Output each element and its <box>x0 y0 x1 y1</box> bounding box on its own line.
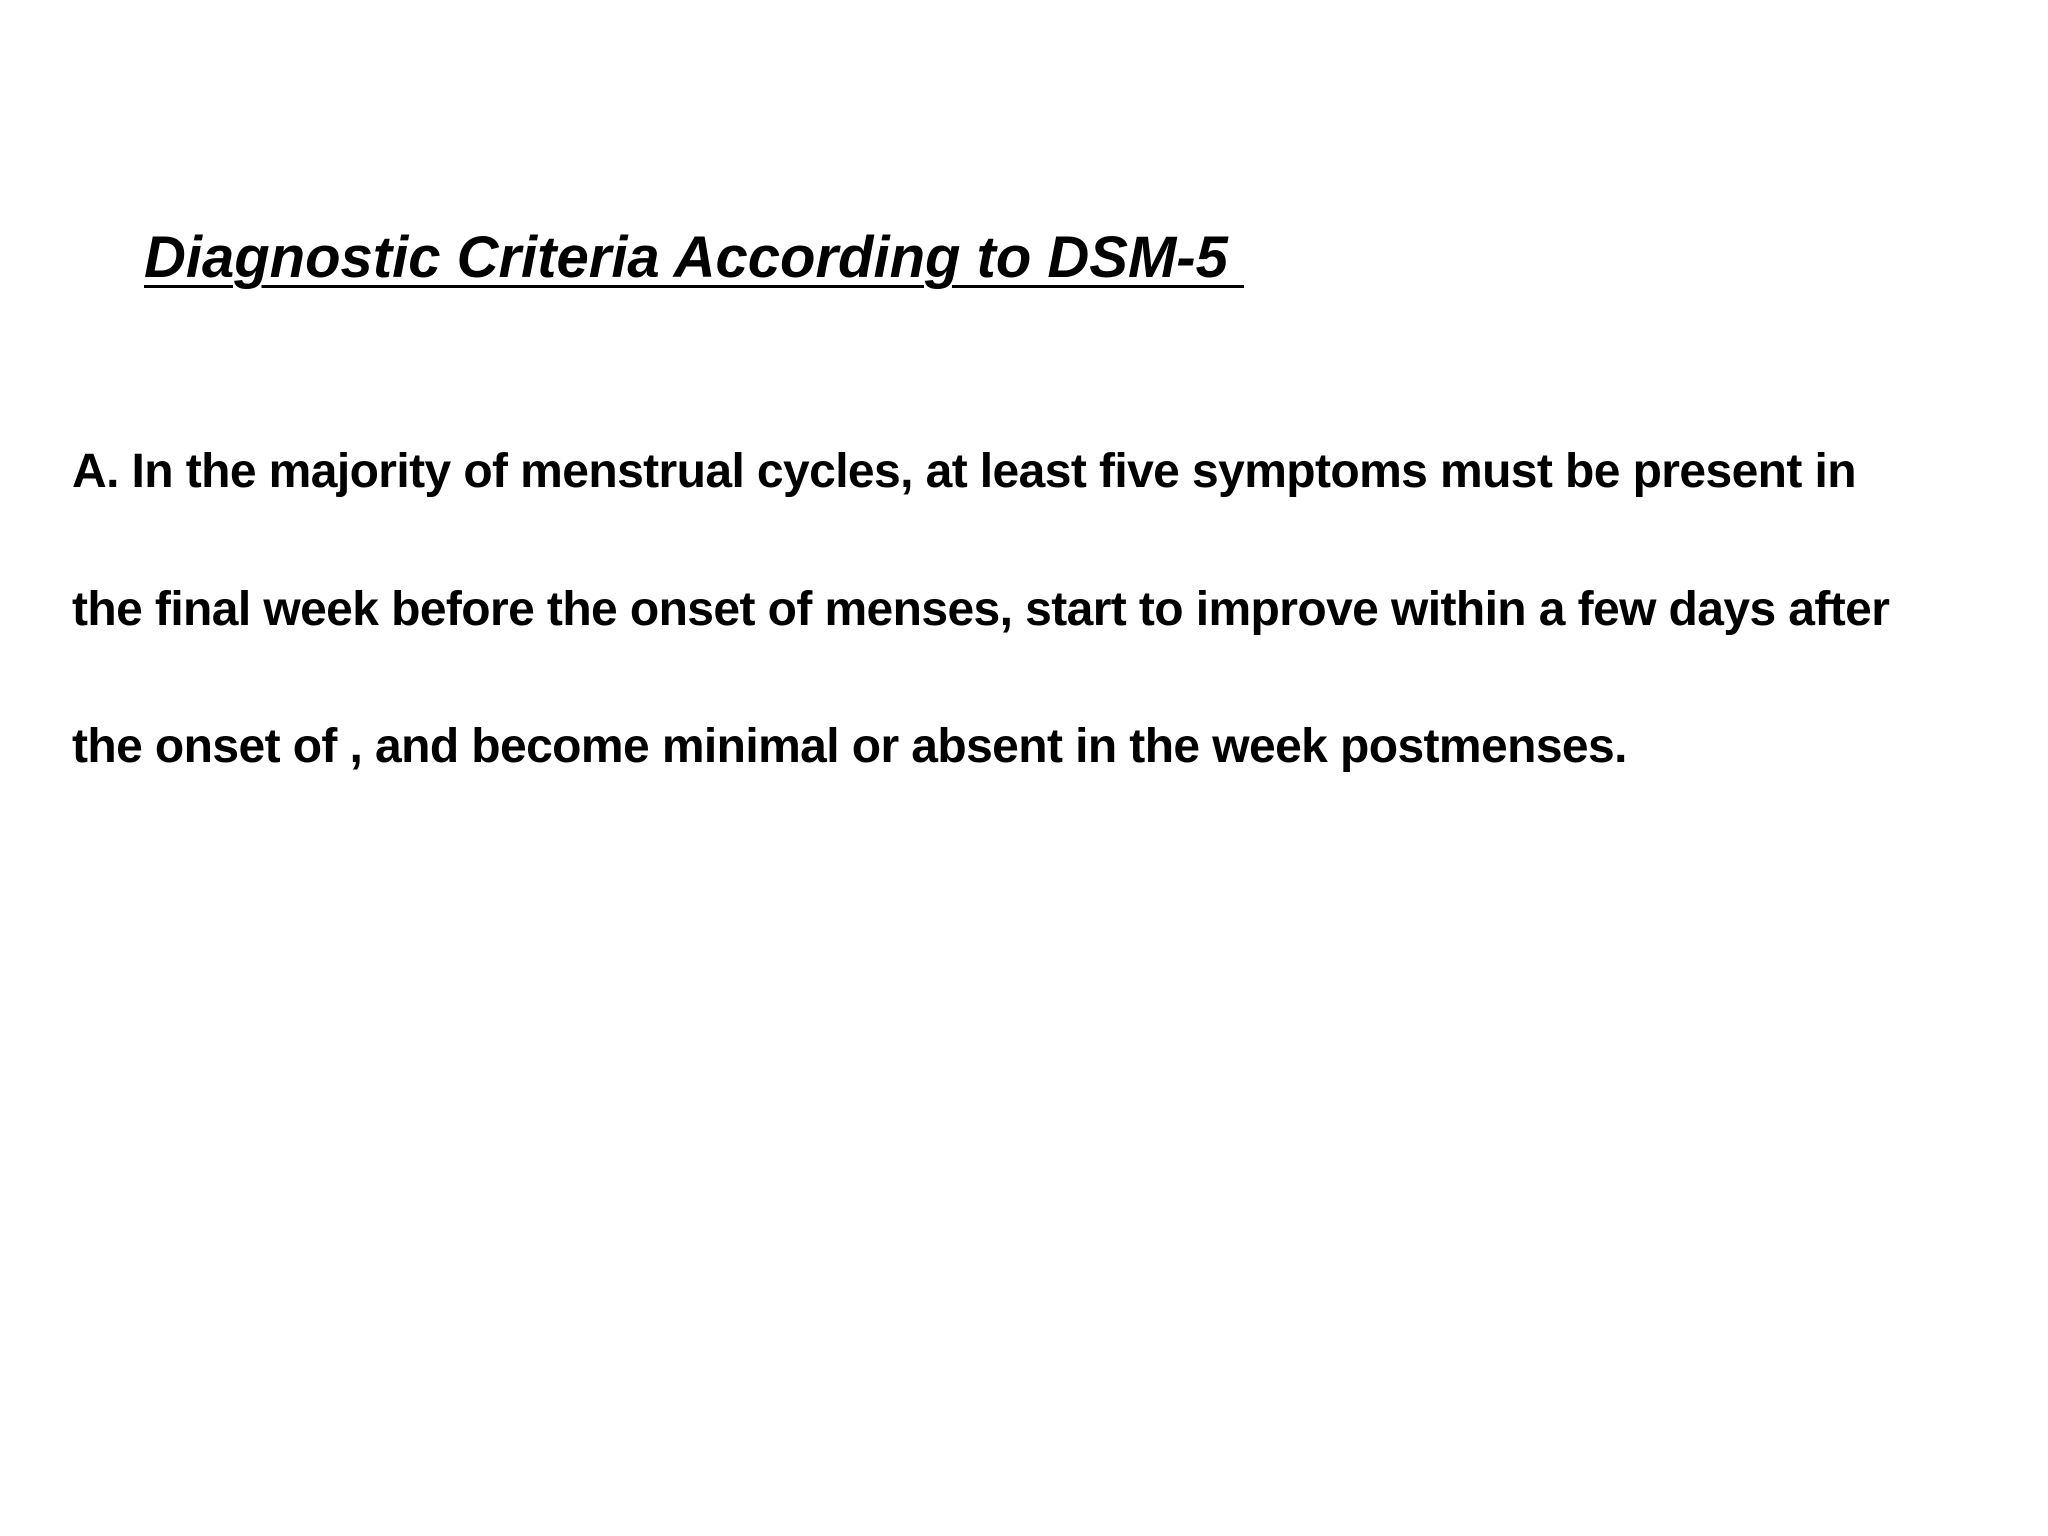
criterion-line-1: A. In the majority of menstrual cycles, at least five symptoms must be present in <box>72 445 1856 498</box>
criterion-line-2: the final week before the onset of menses, start to improve within a few days after <box>72 583 1890 636</box>
criterion-line-3: the onset of , and become minimal or absent in the week postmenses. <box>72 720 1627 773</box>
slide-title: Diagnostic Criteria According to DSM-5 <box>144 225 1244 290</box>
